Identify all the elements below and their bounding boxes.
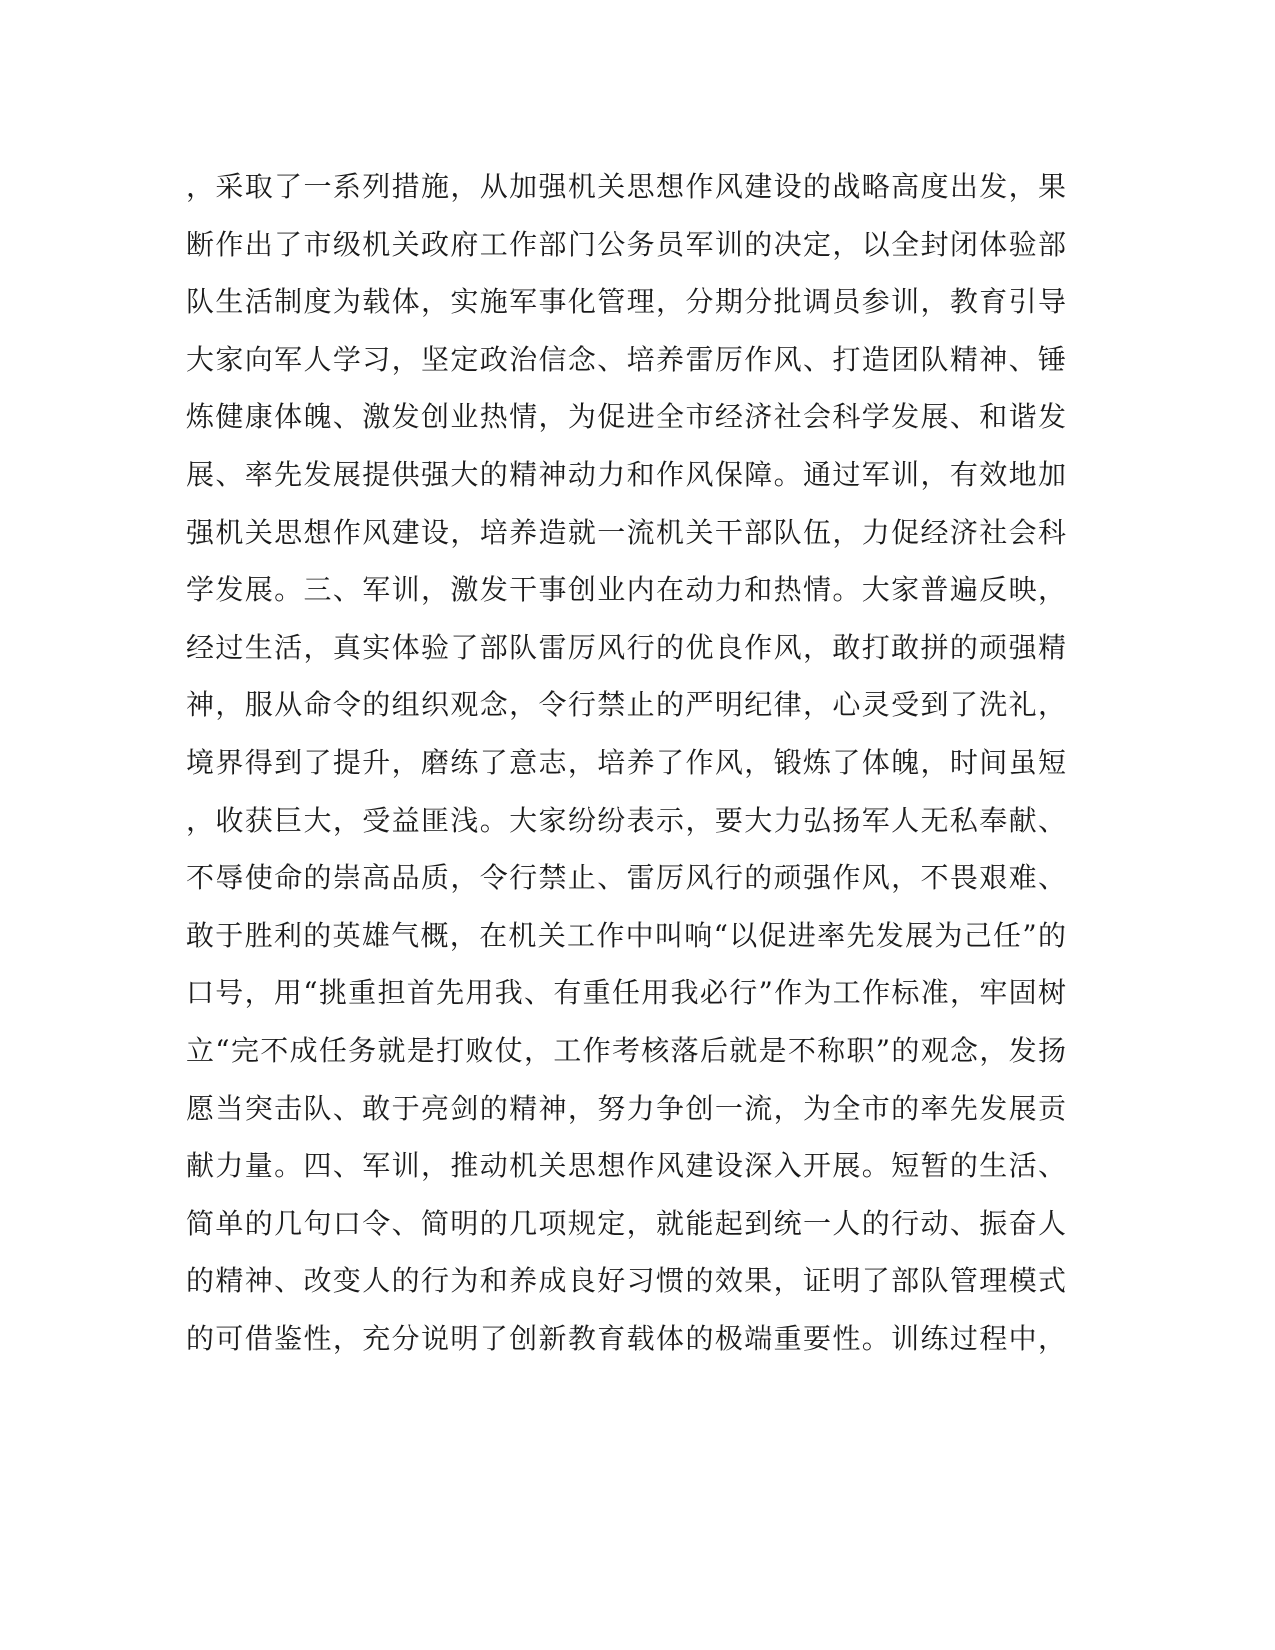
text-line: ，收获巨大，受益匪浅。大家纷纷表示，要大力弘扬军人无私奉献、 [186, 803, 1066, 837]
text-line: 简单的几句口令、简明的几项规定，就能起到统一人的行动、振奋人 [186, 1206, 1066, 1240]
text-line: ，采取了一系列措施，从加强机关思想作风建设的战略高度出发，果 [186, 170, 1066, 203]
text-line: 立“完不成任务就是打败仗，工作考核落后就是不称职”的观念，发扬 [186, 1033, 1066, 1067]
text-line: 大家向军人学习，坚定政治信念、培养雷厉作风、打造团队精神、锤 [186, 342, 1066, 376]
text-line: 展、率先发展提供强大的精神动力和作风保障。通过军训，有效地加 [186, 457, 1066, 491]
text-line: 的精神、改变人的行为和养成良好习惯的效果，证明了部队管理模式 [186, 1264, 1066, 1298]
body-text [186, 158, 1066, 1367]
text-line: 炼健康体魄、激发创业热情，为促进全市经济社会科学发展、和谐发 [186, 400, 1066, 434]
text-line: 断作出了市级机关政府工作部门公务员军训的决定，以全封闭体验部 [186, 227, 1066, 261]
text-line: 愿当突击队、敢于亮剑的精神，努力争创一流，为全市的率先发展贡 [186, 1091, 1066, 1125]
text-line: 口号，用“挑重担首先用我、有重任用我必行”作为工作标准，牢固树 [186, 976, 1066, 1010]
text-line: 队生活制度为载体，实施军事化管理，分期分批调员参训，教育引导 [186, 285, 1066, 319]
text-line: 学发展。三、军训，激发干事创业内在动力和热情。大家普遍反映， [186, 573, 1066, 607]
text-line: 献力量。四、军训，推动机关思想作风建设深入开展。短暂的生活、 [186, 1149, 1066, 1183]
text-line: 不辱使命的崇高品质，令行禁止、雷厉风行的顽强作风，不畏艰难、 [186, 861, 1066, 895]
text-line: 经过生活，真实体验了部队雷厉风行的优良作风，敢打敢拼的顽强精 [186, 630, 1066, 664]
text-line: 敢于胜利的英雄气概，在机关工作中叫响“以促进率先发展为己任”的 [186, 918, 1066, 952]
text-line: 的可借鉴性，充分说明了创新教育载体的极端重要性。训练过程中， [186, 1321, 1066, 1355]
text-line: 境界得到了提升，磨练了意志，培养了作风，锻炼了体魄，时间虽短 [186, 745, 1066, 779]
text-line: 神，服从命令的组织观念，令行禁止的严明纪律，心灵受到了洗礼， [186, 688, 1066, 722]
text-line: 强机关思想作风建设，培养造就一流机关干部队伍，力促经济社会科 [186, 515, 1066, 549]
